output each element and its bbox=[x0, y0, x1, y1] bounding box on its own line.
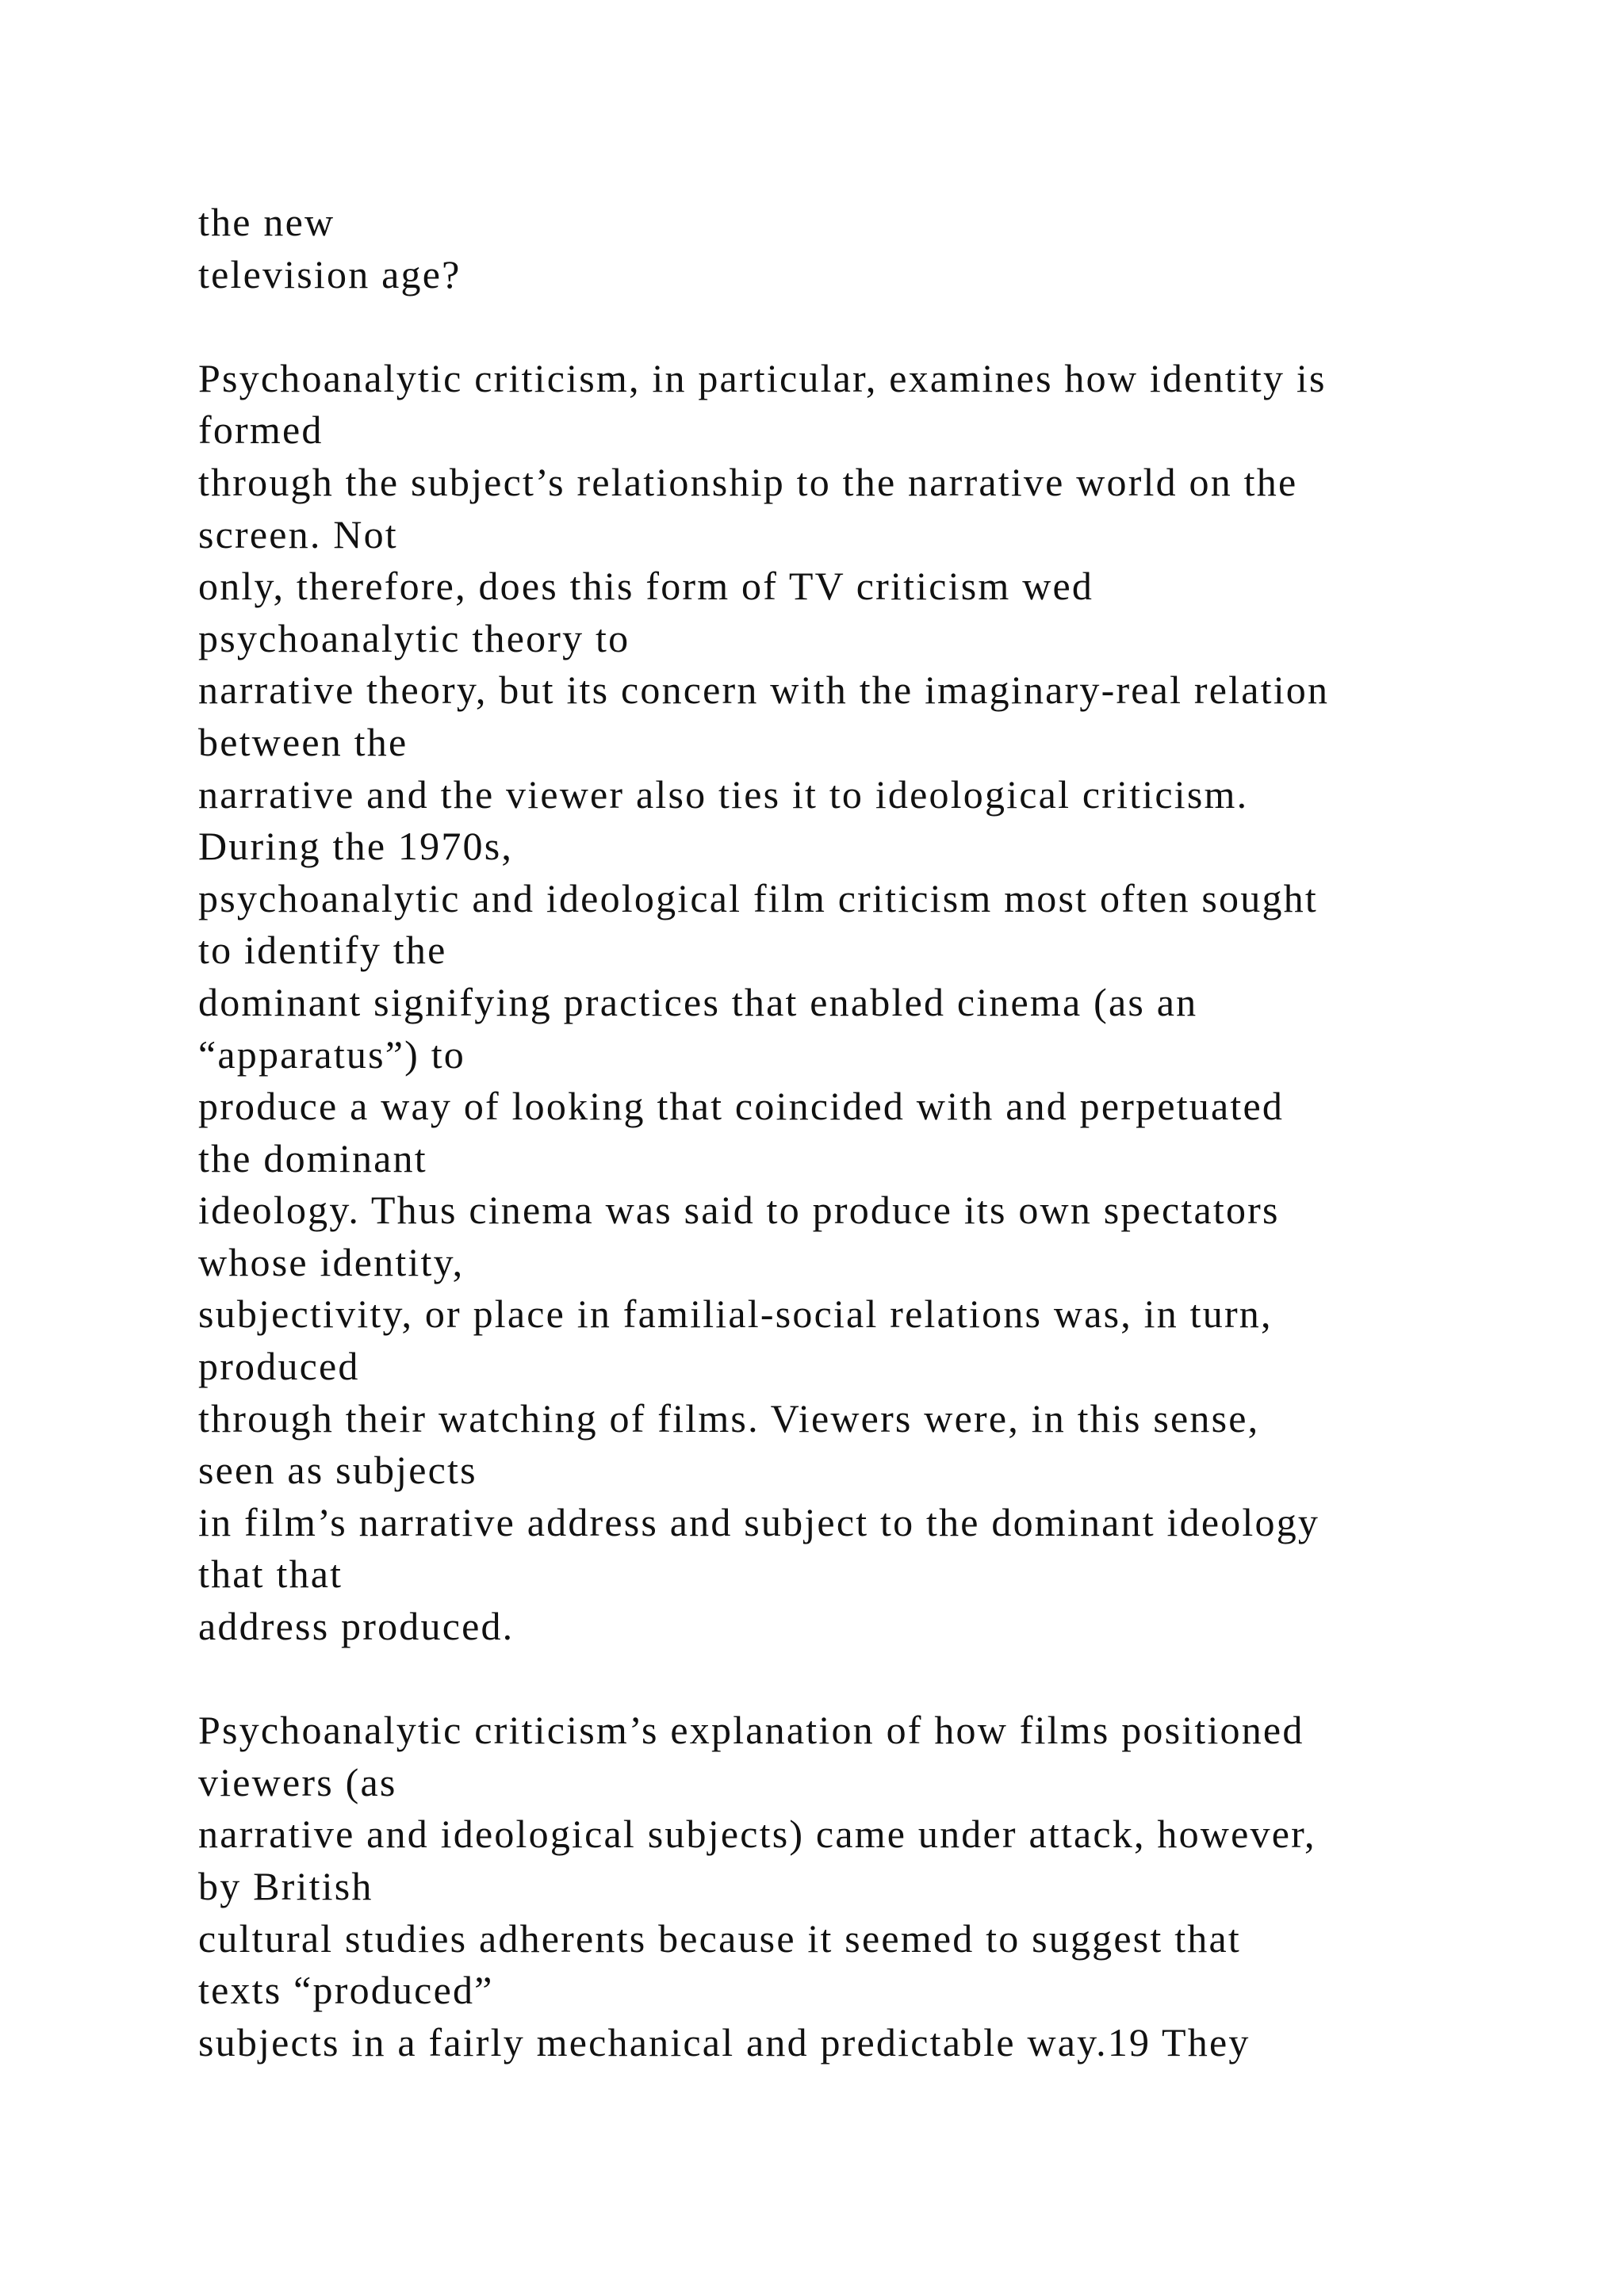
text-line: “apparatus”) to bbox=[198, 1031, 466, 1077]
text-line: psychoanalytic theory to bbox=[198, 615, 630, 660]
text-line: address produced. bbox=[198, 1604, 515, 1649]
text-line: whose identity, bbox=[198, 1239, 465, 1284]
text-line: between the bbox=[198, 719, 408, 764]
paragraph-2 bbox=[198, 353, 1546, 1653]
paragraph-3 bbox=[198, 1705, 1546, 2068]
text-line: by British bbox=[198, 1864, 373, 1908]
text-line: the dominant bbox=[198, 1135, 427, 1181]
text-line: narrative and the viewer also ties it to ideological criticism. bbox=[198, 771, 1249, 817]
text-line: viewers (as bbox=[198, 1759, 397, 1804]
text-line: television age? bbox=[198, 251, 462, 297]
text-line: cultural studies adherents because it seemed to suggest that bbox=[198, 1915, 1241, 1961]
text-line: texts “produced” bbox=[198, 1968, 494, 2013]
text-line: only, therefore, does this form of TV criticism wed bbox=[198, 564, 1094, 609]
text-line: Psychoanalytic criticism, in particular, examines how identity is bbox=[198, 355, 1327, 400]
text-line: narrative and ideological subjects) came under attack, however, bbox=[198, 1812, 1316, 1857]
text-line: that that bbox=[198, 1552, 343, 1597]
text-line: seen as subjects bbox=[198, 1448, 477, 1493]
text-line: subjects in a fairly mechanical and predictable way.19 They bbox=[198, 2019, 1251, 2064]
text-line: ideology. Thus cinema was said to produce its own spectators bbox=[198, 1188, 1280, 1233]
text-line: screen. Not bbox=[198, 511, 398, 557]
text-line: the new bbox=[198, 200, 335, 244]
paragraph-gap bbox=[198, 300, 1546, 353]
text-line: During the 1970s, bbox=[198, 824, 514, 869]
paragraph-fragment-1 bbox=[198, 197, 1546, 300]
text-line: produce a way of looking that coincided with and perpetuated bbox=[198, 1084, 1285, 1129]
text-line: narrative theory, but its concern with the imaginary-real relation bbox=[198, 668, 1330, 713]
paragraph-gap bbox=[198, 1653, 1546, 1705]
text-line: formed bbox=[198, 408, 324, 453]
text-line: through the subject’s relationship to the narrative world on the bbox=[198, 459, 1298, 504]
document-text bbox=[198, 197, 1546, 2068]
text-line: dominant signifying practices that enabled cinema (as an bbox=[198, 979, 1198, 1024]
text-line: subjectivity, or place in familial-social relations was, in turn, bbox=[198, 1292, 1273, 1337]
text-line: produced bbox=[198, 1344, 360, 1389]
text-line: to identify the bbox=[198, 928, 447, 973]
text-line: psychoanalytic and ideological film criticism most often sought bbox=[198, 875, 1318, 920]
text-line: Psychoanalytic criticism’s explanation of how films positioned bbox=[198, 1708, 1304, 1753]
text-line: through their watching of films. Viewers were, in this sense, bbox=[198, 1395, 1260, 1441]
text-line: in film’s narrative address and subject to the dominant ideology bbox=[198, 1499, 1320, 1544]
